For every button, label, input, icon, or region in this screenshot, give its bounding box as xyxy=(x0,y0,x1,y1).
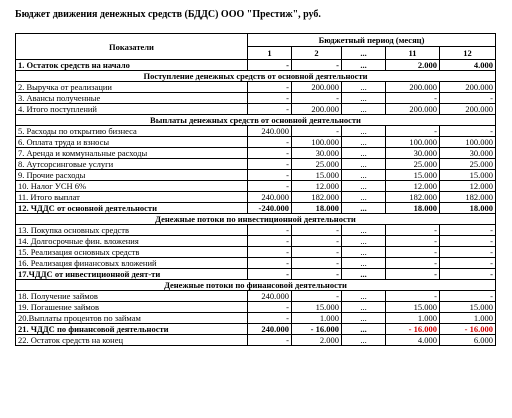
row-value: - xyxy=(386,236,440,247)
row-value: ... xyxy=(342,335,386,346)
table-row xyxy=(16,258,496,269)
row-value: 12.000 xyxy=(292,181,342,192)
row-value: 15.000 xyxy=(386,170,440,181)
row-value: 200.000 xyxy=(292,82,342,93)
row-value: ... xyxy=(342,137,386,148)
row-value: - xyxy=(440,126,496,137)
row-value: ... xyxy=(342,181,386,192)
row-value: 15.000 xyxy=(440,302,496,313)
row-value: - xyxy=(386,225,440,236)
row-value: 4.000 xyxy=(386,335,440,346)
row-value: - xyxy=(292,258,342,269)
header-month: 2 xyxy=(292,47,342,60)
row-value: - xyxy=(248,181,292,192)
row-value: - xyxy=(292,225,342,236)
row-value: - xyxy=(248,170,292,181)
row-value: 240.000 xyxy=(248,324,292,335)
row-value: - xyxy=(248,82,292,93)
table-row xyxy=(16,302,496,313)
row-value: ... xyxy=(342,269,386,280)
table-row xyxy=(16,225,496,236)
header-month: ... xyxy=(342,47,386,60)
row-value: - xyxy=(386,93,440,104)
row-value: - xyxy=(440,247,496,258)
row-value: 25.000 xyxy=(386,159,440,170)
row-value: - xyxy=(386,258,440,269)
table-row xyxy=(16,181,496,192)
row-value: ... xyxy=(342,93,386,104)
row-value: ... xyxy=(342,247,386,258)
row-value: 200.000 xyxy=(292,104,342,115)
row-value: 200.000 xyxy=(440,82,496,93)
row-label: 15. Реализация основных средств xyxy=(16,247,248,258)
row-value: - xyxy=(248,148,292,159)
row-value: ... xyxy=(342,104,386,115)
row-value: 25.000 xyxy=(292,159,342,170)
row-value: 6.000 xyxy=(440,335,496,346)
row-value: 30.000 xyxy=(292,148,342,159)
row-value: 12.000 xyxy=(440,181,496,192)
row-value: 1.000 xyxy=(386,313,440,324)
row-value: 2.000 xyxy=(292,335,342,346)
header-month: 11 xyxy=(386,47,440,60)
table-row xyxy=(16,192,496,203)
section-header-row xyxy=(16,280,496,291)
row-value: - xyxy=(248,225,292,236)
row-value: - xyxy=(440,225,496,236)
page-title: Бюджет движения денежных средств (БДДС) ООО "Престиж", руб. xyxy=(15,9,321,20)
row-value: 15.000 xyxy=(386,302,440,313)
row-value: - xyxy=(440,269,496,280)
header-month: 1 xyxy=(248,47,292,60)
row-value: 12.000 xyxy=(386,181,440,192)
row-value: - xyxy=(292,247,342,258)
row-value: 200.000 xyxy=(386,82,440,93)
table-row xyxy=(16,313,496,324)
row-label: 14. Долгосрочные фин. вложения xyxy=(16,236,248,247)
row-label: 10. Налог УСН 6% xyxy=(16,181,248,192)
row-value: 1.000 xyxy=(292,313,342,324)
row-value: ... xyxy=(342,313,386,324)
row-value: 240.000 xyxy=(248,126,292,137)
row-value: - xyxy=(248,159,292,170)
row-value: ... xyxy=(342,159,386,170)
row-value: 2.000 xyxy=(386,60,440,71)
row-label: 22. Остаток средств на конец xyxy=(16,335,248,346)
section-header-row xyxy=(16,214,496,225)
row-label: 9. Прочие расходы xyxy=(16,170,248,181)
row-value: - xyxy=(248,269,292,280)
row-value: - xyxy=(440,258,496,269)
table-row xyxy=(16,104,496,115)
row-value: 18.000 xyxy=(440,203,496,214)
row-label: 7. Аренда и коммунальные расходы xyxy=(16,148,248,159)
row-value: 25.000 xyxy=(440,159,496,170)
row-value: 18.000 xyxy=(292,203,342,214)
table-row xyxy=(16,159,496,170)
table-row xyxy=(16,236,496,247)
row-label: 2. Выручка от реализации xyxy=(16,82,248,93)
row-value: - xyxy=(292,60,342,71)
table-row xyxy=(16,93,496,104)
row-value: - xyxy=(292,236,342,247)
row-value: - xyxy=(386,126,440,137)
table-row xyxy=(16,126,496,137)
row-label: 17.ЧДДС от инвестиционной деят-ти xyxy=(16,269,248,280)
row-value: - xyxy=(248,258,292,269)
row-value: ... xyxy=(342,82,386,93)
row-value: - xyxy=(248,93,292,104)
row-value: 182.000 xyxy=(292,192,342,203)
row-value: 30.000 xyxy=(440,148,496,159)
row-value: - xyxy=(248,247,292,258)
header-period: Бюджетный период (месяц) xyxy=(248,34,496,47)
table-row xyxy=(16,82,496,93)
row-value: 15.000 xyxy=(292,170,342,181)
budget-table xyxy=(15,33,496,346)
row-label: 11. Итого выплат xyxy=(16,192,248,203)
row-label: 8. Аутсорсинговые услуги xyxy=(16,159,248,170)
row-value: - xyxy=(386,247,440,258)
row-label: 16. Реализация финансовых вложений xyxy=(16,258,248,269)
row-label: 21. ЧДДС по финансовой деятельности xyxy=(16,324,248,335)
section-title: Выплаты денежных средств от основной деятельности xyxy=(16,115,496,126)
row-value: - xyxy=(292,126,342,137)
row-label: 19. Погашение займов xyxy=(16,302,248,313)
row-value: - 16.000 xyxy=(292,324,342,335)
row-label: 3. Авансы полученные xyxy=(16,93,248,104)
row-value: 18.000 xyxy=(386,203,440,214)
row-value: - xyxy=(248,335,292,346)
row-value: - xyxy=(292,291,342,302)
row-value: - xyxy=(248,137,292,148)
row-value: 200.000 xyxy=(386,104,440,115)
row-value: ... xyxy=(342,148,386,159)
row-value: 1.000 xyxy=(440,313,496,324)
row-value: ... xyxy=(342,192,386,203)
row-value: ... xyxy=(342,126,386,137)
row-label: 1. Остаток средств на начало xyxy=(16,60,248,71)
row-value: - xyxy=(440,93,496,104)
row-value: - xyxy=(386,291,440,302)
table-row xyxy=(16,170,496,181)
row-value: - 16.000 xyxy=(386,324,440,335)
row-label: 4. Итого поступлений xyxy=(16,104,248,115)
row-value: ... xyxy=(342,60,386,71)
row-value: -240.000 xyxy=(248,203,292,214)
row-value: - xyxy=(440,291,496,302)
section-header-row xyxy=(16,115,496,126)
row-value: - xyxy=(248,302,292,313)
row-value: 182.000 xyxy=(386,192,440,203)
table-row xyxy=(16,247,496,258)
table-row xyxy=(16,335,496,346)
row-label: 20.Выплаты процентов по займам xyxy=(16,313,248,324)
row-value: 30.000 xyxy=(386,148,440,159)
row-value: - xyxy=(440,236,496,247)
row-value: 100.000 xyxy=(386,137,440,148)
table-row xyxy=(16,324,496,335)
row-value: ... xyxy=(342,302,386,313)
section-title: Денежные потоки по инвестиционной деятельности xyxy=(16,214,496,225)
row-value: - xyxy=(292,269,342,280)
table-row xyxy=(16,60,496,71)
header-month: 12 xyxy=(440,47,496,60)
row-value: - xyxy=(248,313,292,324)
row-value: 100.000 xyxy=(292,137,342,148)
section-title: Поступление денежных средств от основной деятельности xyxy=(16,71,496,82)
row-value: ... xyxy=(342,236,386,247)
row-value: ... xyxy=(342,170,386,181)
row-value: ... xyxy=(342,291,386,302)
row-value: - xyxy=(386,269,440,280)
row-label: 18. Получение займов xyxy=(16,291,248,302)
row-value: ... xyxy=(342,324,386,335)
row-label: 12. ЧДДС от основной деятельности xyxy=(16,203,248,214)
row-value: 100.000 xyxy=(440,137,496,148)
row-value: ... xyxy=(342,203,386,214)
row-value: 4.000 xyxy=(440,60,496,71)
row-value: 200.000 xyxy=(440,104,496,115)
table-row xyxy=(16,203,496,214)
row-value: ... xyxy=(342,258,386,269)
row-value: 182.000 xyxy=(440,192,496,203)
row-value: ... xyxy=(342,225,386,236)
table-row xyxy=(16,291,496,302)
row-value: - 16.000 xyxy=(440,324,496,335)
section-title: Денежные потоки по финансовой деятельности xyxy=(16,280,496,291)
row-label: 6. Оплата труда и взносы xyxy=(16,137,248,148)
row-value: - xyxy=(248,60,292,71)
header-row-period xyxy=(16,34,496,47)
table-row xyxy=(16,269,496,280)
row-value: 15.000 xyxy=(292,302,342,313)
row-value: - xyxy=(248,236,292,247)
section-header-row xyxy=(16,71,496,82)
row-value: - xyxy=(248,104,292,115)
row-value: - xyxy=(292,93,342,104)
row-label: 13. Покупка основных средств xyxy=(16,225,248,236)
table-row xyxy=(16,148,496,159)
row-label: 5. Расходы по открытию бизнеса xyxy=(16,126,248,137)
table-row xyxy=(16,137,496,148)
row-value: 240.000 xyxy=(248,192,292,203)
row-value: 15.000 xyxy=(440,170,496,181)
row-value: 240.000 xyxy=(248,291,292,302)
header-indicator: Показатели xyxy=(16,34,248,60)
